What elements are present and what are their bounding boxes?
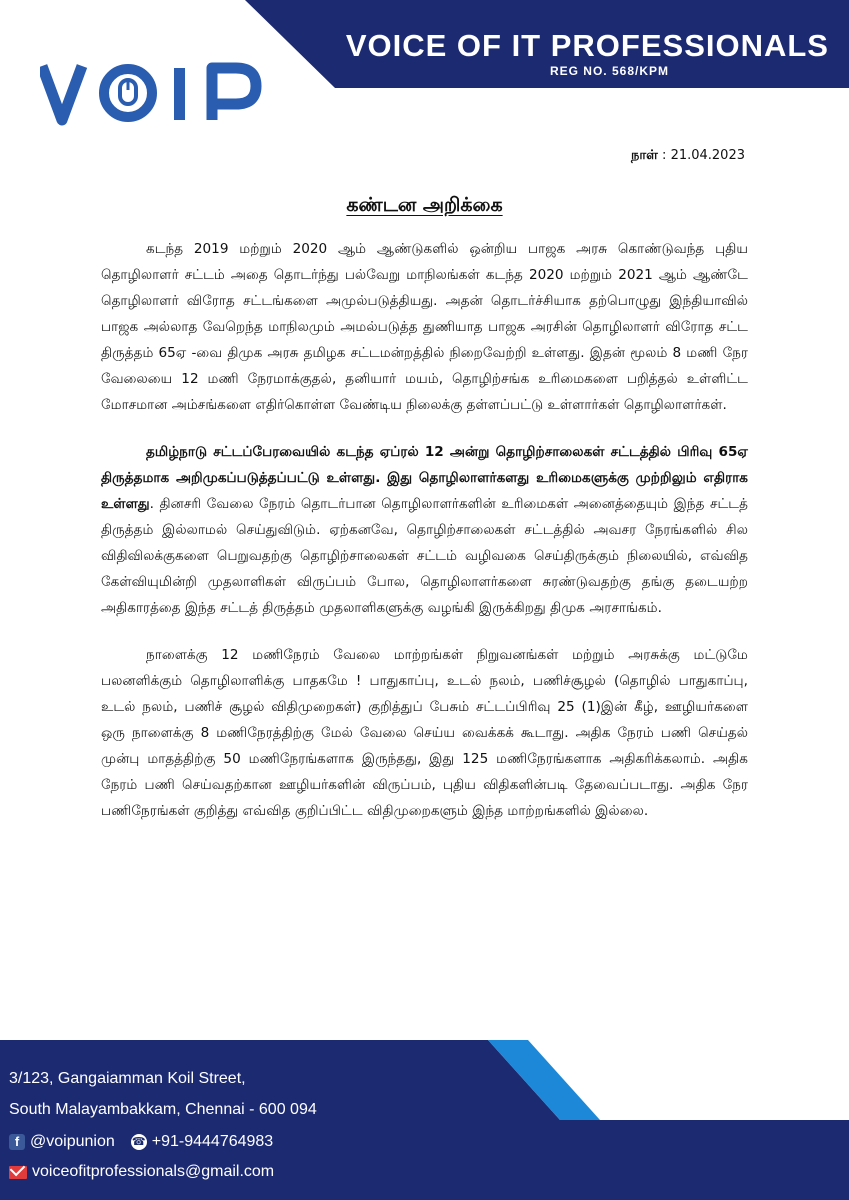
org-name: VOICE OF IT PROFESSIONALS [345, 28, 829, 63]
paragraph-1 [101, 236, 748, 418]
facebook-icon: f [9, 1134, 25, 1150]
footer-band [0, 1040, 849, 1200]
email-address[interactable]: voiceofitprofessionals@gmail.com [32, 1163, 275, 1180]
document-title: கண்டன அறிக்கை [346, 194, 503, 216]
paragraph-2-bold: தமிழ்நாடு சட்டப்பேரவையில் கடந்த ஏப்ரல் 12 அன்று தொழிற்சாலைகள் சட்டத்தில் பிரிவு 65ஏ திருத்தமாக அறிமுகப்படுத்தப்பட்டு உள்ளது. இது தொழிலாளர்களது உரிமைகளுக்கு முற்றிலும் எதிராக உள்ளது [101, 444, 748, 512]
date-label: நாள் [631, 148, 658, 163]
phone-number[interactable]: +91-9444764983 [151, 1133, 274, 1150]
mail-icon [9, 1166, 27, 1179]
paragraph-3-text: நாளைக்கு 12 மணிநேரம் வேலை மாற்றங்கள் நிறுவனங்கள் மற்றும் அரசுக்கு மட்டுமே பலனளிக்கும் தொழிலாளிக்கு பாதகமே ! பாதுகாப்பு, உடல் நலம், பணிச்சூழல் (தொழில் பாதுகாப்பு, உடல் நலம், பணிச் சூழல் விதிமுறைகள்) குறித்துப் பேசும் சட்டப்பிரிவு 25 (1)இன் கீழ், ஊழியர்களை ஒரு நாளைக்கு 8 மணிநேரத்திற்கு மேல் வேலை செய்ய வைக்கக் கூடாது. அதிக நேரம் பணி செய்தல் முன்பு மாதத்திற்கு 50 மணிநேரங்களாக இருந்தது, இது 125 மணிநேரங்களாக அதிகரிக்கலாம். அதிக நேரம் பணி செய்வதற்கான ஊழியர்களின் விருப்பம், புதிய விதிகளின்படி தேவைப்படாது. அதிக நேர பணிநேரங்கள் குறித்து எவ்வித குறிப்பிட்ட விதிமுறைகளும் இந்த மாற்றங்களில் இல்லை. [101, 647, 748, 819]
voip-logo [40, 60, 280, 126]
contact-row-email [9, 1163, 274, 1181]
paragraph-3 [101, 642, 748, 824]
date-separator: : [662, 148, 667, 163]
reg-number: REG NO. 568/KPM [549, 64, 669, 78]
paragraph-1-text: கடந்த 2019 மற்றும் 2020 ஆம் ஆண்டுகளில் ஒன்றிய பாஜக அரசு கொண்டுவந்த புதிய தொழிலாளர் சட்டம் அதை தொடர்ந்து பல்வேறு மாநிலங்கள் கடந்த 2020 மற்றும் 2021 ஆம் ஆண்டே தொழிலாளர் விரோத சட்டங்களை அமுல்படுத்தியது. அதன் தொடர்ச்சியாக தற்பொழுது இந்தியாவில் பாஜக அல்லாத வேறெந்த மாநிலமும் அமல்படுத்த துணியாத பாஜக அரசின் தொழிலாளர் விரோத சட்ட திருத்தம் 65ஏ -வை திமுக அரசு தமிழக சட்டமன்றத்தில் நிறைவேற்றி உள்ளது. இதன் மூலம் 8 மணி நேர வேலையை 12 மணி நேரமாக்குதல், தனியார் மயம், தொழிற்சங்க உரிமைகளை பறித்தல் உள்ளிட்ட மோசமான அம்சங்களை எதிர்கொள்ள வேண்டிய நிலைக்கு தள்ளப்பட்டு உள்ளார்கள் தொழிலாளர்கள். [101, 241, 748, 413]
whatsapp-icon: ☎ [131, 1136, 146, 1148]
paragraph-2 [101, 439, 748, 621]
date-line [631, 148, 745, 164]
address-line-1: 3/123, Gangaiamman Koil Street, [9, 1070, 246, 1087]
address-line-2: South Malayambakkam, Chennai - 600 094 [9, 1101, 317, 1118]
contact-row-social [9, 1133, 273, 1151]
paragraph-2-text: . தினசரி வேலை நேரம் தொடர்பான தொழிலாளர்களின் உரிமைகள் அனைத்தையும் இந்த சட்டத் திருத்தம் இல்லாமல் செய்துவிடும். ஏற்கனவே, தொழிற்சாலைகள் சட்டத்தில் அவசர நேரங்களில் சில விதிவிலக்குகளை பெறுவதற்கு தொழிற்சாலைகள் சட்டம் வழிவகை செய்திருக்கும் நிலையில், எவ்வித கேள்வியுமின்றி முதலாளிகள் விருப்பம் போல, தொழிலாளர்களை சுரண்டுவதற்கு தங்கு தடையற்ற அதிகாரத்தை இந்த சட்டத் திருத்தம் முதலாளிகளுக்கு வழங்கி இருக்கிறது திமுக அரசாங்கம். [101, 496, 748, 616]
facebook-handle[interactable]: @voipunion [30, 1133, 115, 1150]
body-text [101, 236, 748, 845]
date-value: 21.04.2023 [670, 148, 745, 163]
